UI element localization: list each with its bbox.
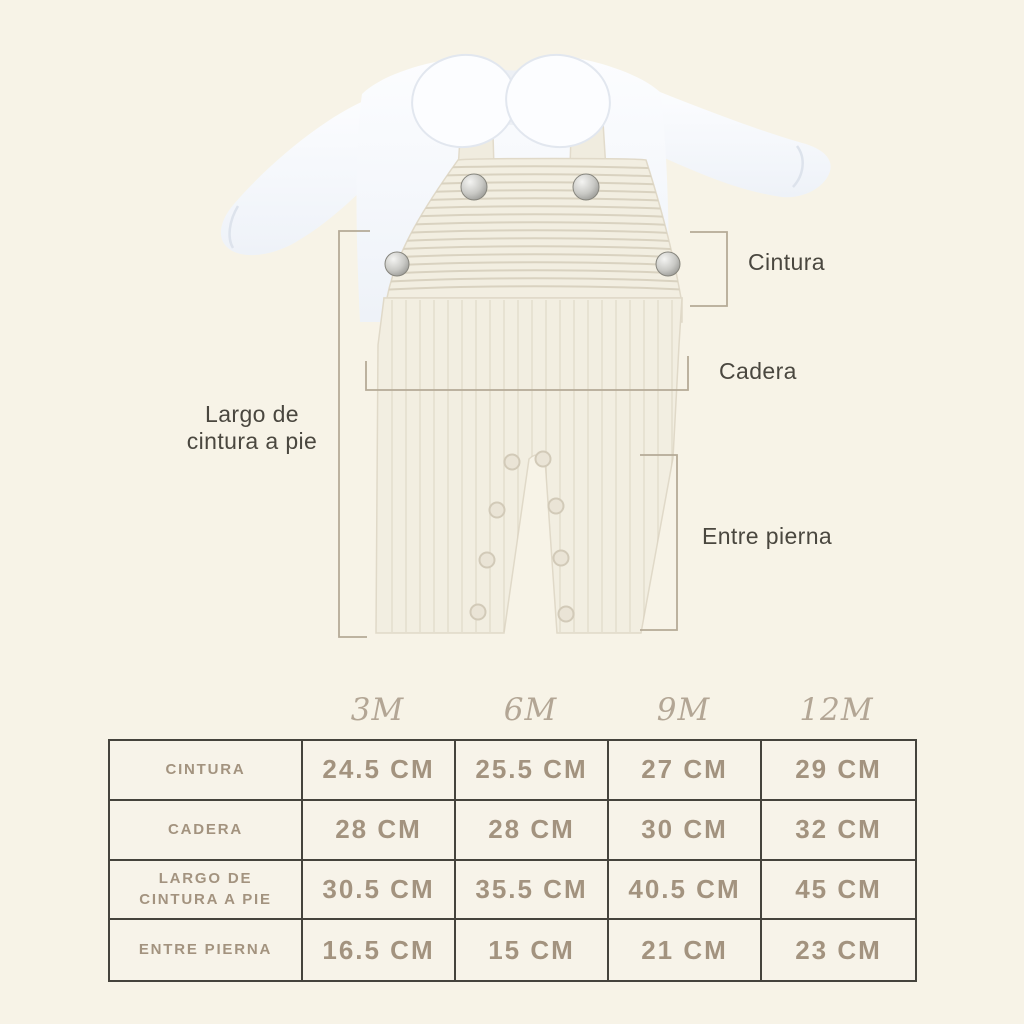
largo-label-line1: Largo de bbox=[205, 401, 299, 427]
size-value: 25.5 CM bbox=[456, 741, 609, 801]
size-value: 23 CM bbox=[795, 934, 882, 965]
row-label-text: ENTRE PIERNA bbox=[138, 941, 273, 959]
largo-label-line2: cintura a pie bbox=[186, 428, 318, 454]
largo-label bbox=[162, 401, 342, 455]
size-value: 16.5 CM bbox=[303, 920, 456, 980]
size-col-header-12m: 12M bbox=[799, 692, 874, 728]
size-value: 28 CM bbox=[456, 801, 609, 861]
cintura-label: Cintura bbox=[748, 249, 825, 275]
size-col-header-3m: 3M bbox=[350, 692, 405, 728]
entre-pierna-label: Entre pierna bbox=[702, 523, 833, 549]
shirt-right-sleeve bbox=[650, 88, 831, 197]
corduroy-texture bbox=[392, 300, 672, 632]
size-value: 30.5 CM bbox=[303, 861, 456, 921]
row-label-entre-pierna bbox=[110, 920, 303, 980]
size-value: 35.5 CM bbox=[456, 861, 609, 921]
row-label-text: CADERA bbox=[168, 820, 243, 838]
size-value: 45 CM bbox=[762, 861, 915, 921]
size-value: 24.5 CM bbox=[303, 741, 456, 801]
size-value: 40.5 CM bbox=[609, 861, 762, 921]
size-value: 30 CM bbox=[609, 801, 762, 861]
size-value: 27 CM bbox=[609, 741, 762, 801]
size-value: 21 CM bbox=[609, 920, 762, 980]
row-label-cadera bbox=[110, 801, 303, 861]
row-label-text: LARGO DE CINTURA A PIE bbox=[139, 869, 272, 909]
cadera-label: Cadera bbox=[719, 358, 797, 384]
size-col-header-9m: 9M bbox=[656, 692, 711, 728]
size-value: 29 CM bbox=[762, 741, 915, 801]
size-value: 15 CM bbox=[456, 920, 609, 980]
size-col-header-6m: 6M bbox=[503, 692, 558, 728]
size-column-headers bbox=[108, 690, 917, 730]
size-value: 28 CM bbox=[303, 801, 456, 861]
cintura-bracket bbox=[690, 232, 727, 306]
row-label-largo bbox=[110, 861, 303, 921]
size-value: 32 CM bbox=[762, 801, 915, 861]
header-spacer bbox=[108, 690, 301, 730]
size-table bbox=[108, 739, 917, 982]
row-label-text: CINTURA bbox=[165, 761, 246, 778]
overall-legs bbox=[376, 298, 682, 633]
row-label-cintura bbox=[110, 741, 303, 801]
